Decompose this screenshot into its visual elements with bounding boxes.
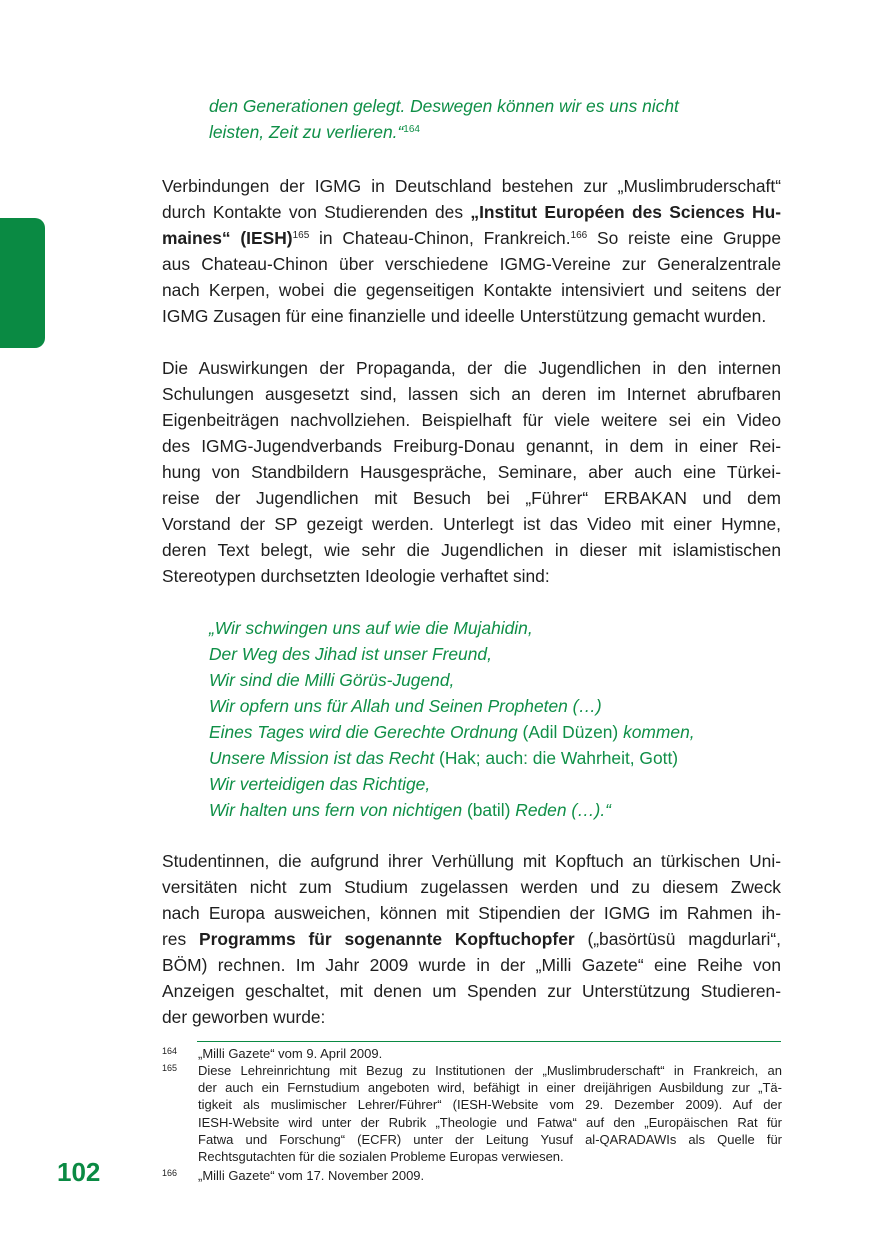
footnote-line: „Milli Gazete“ vom 9. April 2009. bbox=[198, 1046, 383, 1061]
footnote-line: Diese Lehreinrichtung mit Bezug zu Institutionen der „Muslimbruderschaft“ in Frankreich, an bbox=[198, 1063, 782, 1078]
hymn-gloss: (Hak; auch: die Wahrheit, Gott) bbox=[434, 748, 679, 768]
hymn-line: Wir verteidigen das Richtige, bbox=[209, 774, 431, 794]
footnote-ref-164[interactable]: 164 bbox=[403, 124, 420, 135]
footnote-text bbox=[198, 1045, 782, 1062]
text-line: BÖM) rechnen. Im Jahr 2009 wurde in der „Milli Gazete“ eine Reihe von bbox=[162, 955, 781, 975]
text-line bbox=[162, 225, 781, 251]
text-line: Vorstand der SP gezeigt werden. Unterlegt ist das Video mit einer Hymne, bbox=[162, 514, 781, 534]
hymn-line: „Wir schwingen uns auf wie die Mujahidin, bbox=[209, 618, 533, 638]
hymn-text: Reden (…).“ bbox=[515, 800, 611, 820]
footnote-text bbox=[198, 1167, 782, 1184]
program-name-bold: Programms für sogenannte Kopftuchopfer bbox=[198, 929, 575, 949]
text-span: in Chateau-Chinon, Frankreich. bbox=[309, 228, 571, 248]
footnote-ref-166[interactable]: 166 bbox=[570, 230, 588, 241]
hymn-quote bbox=[209, 615, 695, 823]
quote-line-text: leisten, Zeit zu verlieren.“ bbox=[209, 122, 404, 142]
footnote-number: 166 bbox=[162, 1168, 178, 1178]
hymn-text: Eines Tages wird die Gerechte Ordnung bbox=[209, 722, 518, 742]
footnote-line: IESH-Website wird unter der Rubrik „Theologie und Fatwa“ auf den „Europäischen Rat für bbox=[198, 1114, 782, 1130]
institution-name-bold: maines“ (IESH) bbox=[162, 228, 293, 248]
paragraph-headscarf-program bbox=[162, 848, 781, 1030]
hymn-text: Unsere Mission ist das Recht bbox=[209, 748, 435, 768]
hymn-text: kommen, bbox=[623, 722, 695, 742]
text-span: res bbox=[162, 929, 199, 949]
text-line: der geworben wurde: bbox=[162, 1007, 326, 1027]
footnote-text bbox=[198, 1062, 782, 1165]
hymn-line bbox=[209, 745, 695, 771]
footnote-line: Rechtsgutachten für die sozialen Probleme Europas verwiesen. bbox=[198, 1149, 564, 1165]
text-line: Schulungen ausgesetzt sind, lassen sich an deren im Internet abrufbaren bbox=[162, 384, 781, 404]
footnote-number: 164 bbox=[162, 1046, 178, 1056]
text-line: nach Kerpen, wobei die gegenseitigen Kontakte intensiviert und seitens der bbox=[162, 280, 781, 300]
quote-continuation bbox=[209, 93, 679, 145]
hymn-gloss: (batil) bbox=[462, 800, 516, 820]
text-line: Studentinnen, die aufgrund ihrer Verhüllung mit Kopftuch an türkischen Uni- bbox=[162, 851, 781, 871]
footnote-ref-165[interactable]: 165 bbox=[292, 230, 310, 241]
text-line: IGMG Zusagen für eine finanzielle und ideelle Unterstützung gemacht wurden. bbox=[162, 306, 767, 326]
footnote-number: 165 bbox=[162, 1063, 178, 1073]
text-line: reise der Jugendlichen mit Besuch bei „Führer“ ERBAKAN und dem bbox=[162, 488, 781, 508]
text-line bbox=[162, 926, 781, 952]
footnote-divider bbox=[197, 1041, 781, 1042]
text-line: Die Auswirkungen der Propaganda, der die Jugendlichen in den internen bbox=[162, 358, 781, 378]
text-line: aus Chateau-Chinon über verschiedene IGMG-Vereine zur Generalzentrale bbox=[162, 254, 781, 274]
quote-line: den Generationen gelegt. Deswegen können wir es uns nicht bbox=[209, 96, 679, 116]
text-line: nach Europa ausweichen, können mit Stipendien der IGMG im Rahmen ih- bbox=[162, 903, 781, 923]
chapter-side-tab bbox=[0, 218, 45, 348]
institution-name-bold: „Institut Européen des Sciences Hu- bbox=[470, 202, 781, 222]
text-line: versitäten nicht zum Studium zugelassen werden und zu diesem Zweck bbox=[162, 877, 781, 897]
text-line: Stereotypen durchsetzten Ideologie verhaftet sind: bbox=[162, 566, 550, 586]
hymn-line bbox=[209, 797, 695, 823]
text-span: durch Kontakte von Studierenden des bbox=[162, 202, 471, 222]
hymn-gloss: (Adil Düzen) bbox=[517, 722, 624, 742]
text-line: deren Text belegt, wie sehr die Jugendlichen in dieser mit islamistischen bbox=[162, 540, 781, 560]
hymn-line: Der Weg des Jihad ist unser Freund, bbox=[209, 644, 492, 664]
paragraph-iesh-contacts bbox=[162, 173, 781, 329]
text-line: hung von Standbildern Hausgespräche, Seminare, aber auch eine Türkei- bbox=[162, 462, 781, 482]
hymn-line: Wir sind die Milli Görüs-Jugend, bbox=[209, 670, 455, 690]
hymn-line bbox=[209, 719, 695, 745]
footnote-line: tigkeit als muslimischer Lehrer/Führer“ (IESH-Website vom 29. Dezember 2009). Auf der bbox=[198, 1097, 782, 1113]
text-line bbox=[162, 199, 781, 225]
footnote-line: „Milli Gazete“ vom 17. November 2009. bbox=[198, 1168, 425, 1183]
paragraph-propaganda bbox=[162, 355, 781, 589]
text-span: So reiste eine Gruppe bbox=[587, 228, 781, 248]
text-line: Eigenbeiträgen nachvollziehen. Beispielhaft für viele weitere sei ein Video bbox=[162, 410, 781, 430]
hymn-text: Wir halten uns fern von nichtigen bbox=[209, 800, 463, 820]
page-number: 102 bbox=[57, 1157, 101, 1187]
text-line: des IGMG-Jugendverbands Freiburg-Donau genannt, in dem in einer Rei- bbox=[162, 436, 781, 456]
text-line: Verbindungen der IGMG in Deutschland bestehen zur „Muslimbruderschaft“ bbox=[162, 176, 781, 196]
footnote-line: der auch ein Fernstudium angeboten wird, befähigt in einer dreijährigen Ausbildung zur „Tä- bbox=[198, 1080, 782, 1096]
quote-line bbox=[209, 119, 679, 145]
footnote-line: Fatwa und Forschung“ (ECFR) unter der Leitung Yusuf al-QARADAWIs als Quelle für bbox=[198, 1131, 782, 1147]
text-span: („basörtüsü magdurlari“, bbox=[574, 929, 782, 949]
hymn-line: Wir opfern uns für Allah und Seinen Propheten (…) bbox=[209, 696, 602, 716]
text-line: Anzeigen geschaltet, mit denen um Spenden zur Unterstützung Studieren- bbox=[162, 981, 781, 1001]
